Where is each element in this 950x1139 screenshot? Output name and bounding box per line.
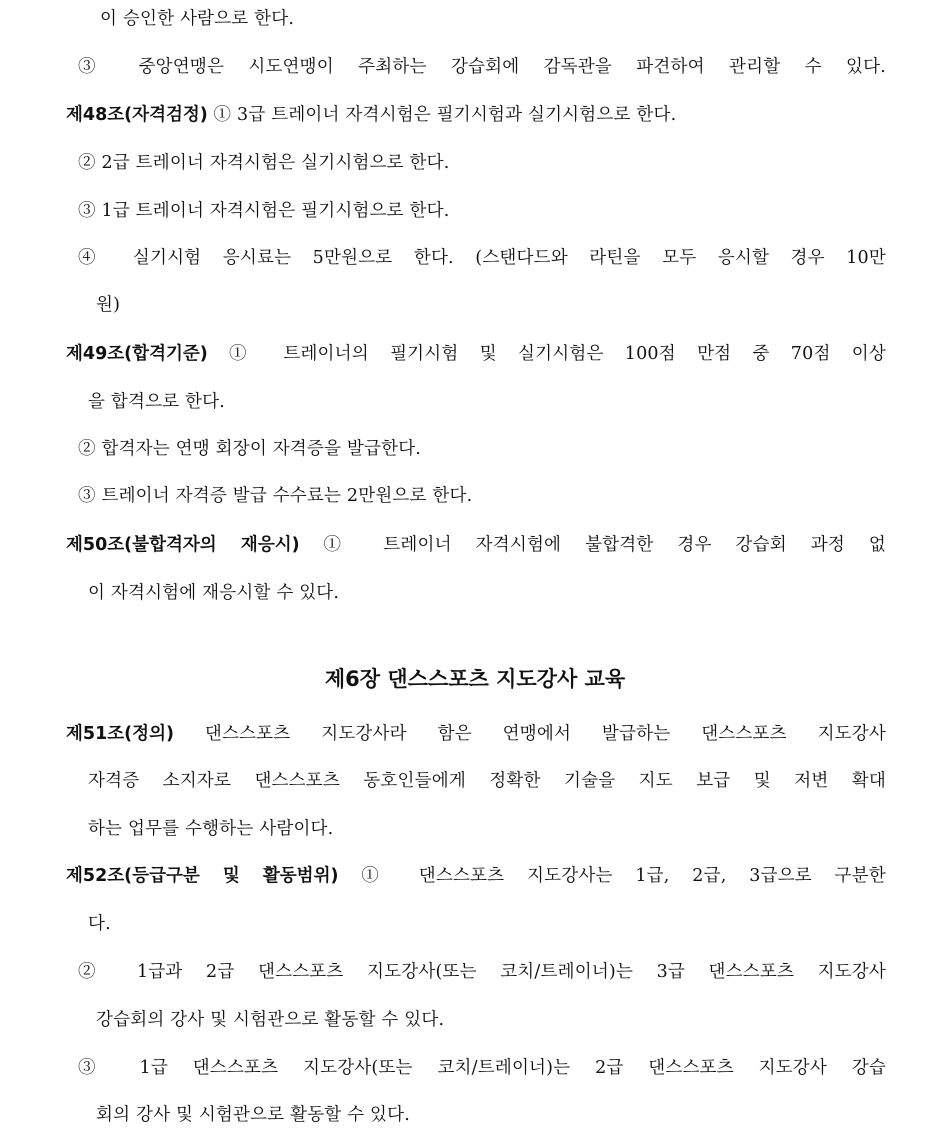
text-line: ④ 실기시험 응시료는 5만원으로 한다. (스탠다드와 라틴을 모두 응시할 경우 10만	[78, 248, 886, 268]
text-line: 회의 강사 및 시험관으로 활동할 수 있다.	[96, 1105, 411, 1125]
text-line: 이 승인한 사람으로 한다.	[100, 9, 295, 29]
article-text: 댄스스포츠 지도강사라 함은 연맹에서 발급하는 댄스스포츠 지도강사	[173, 724, 886, 744]
text-line: ③ 1급 트레이너 자격시험은 필기시험으로 한다.	[78, 201, 450, 221]
text-line: ③ 트레이너 자격증 발급 수수료는 2만원으로 한다.	[78, 486, 473, 506]
text-line: 강습회의 강사 및 시험관으로 활동할 수 있다.	[96, 1010, 445, 1030]
article-title: 제51조(정의)	[66, 724, 174, 744]
text-line: ③ 1급 댄스스포츠 지도강사(또는 코치/트레이너)는 2급 댄스스포츠 지도강사 강습	[78, 1058, 886, 1078]
text-line: 다.	[88, 914, 111, 934]
text-line: ② 2급 트레이너 자격시험은 실기시험으로 한다.	[78, 153, 450, 173]
article-text: ① 트레이너 자격시험에 불합격한 경우 강습회 과정 없	[299, 535, 886, 555]
article-title: 제48조(자격검정)	[66, 105, 208, 125]
text-line: 하는 업무를 수행하는 사람이다.	[88, 819, 334, 839]
article-text: ① 트레이너의 필기시험 및 실기시험은 100점 만점 중 70점 이상	[207, 344, 886, 364]
text-line: ② 합격자는 연맹 회장이 자격증을 발급한다.	[78, 439, 422, 459]
text-line: ③ 중앙연맹은 시도연맹이 주최하는 강습회에 감독관을 파견하여 관리할 수 있다.	[78, 57, 886, 77]
article-text: ① 3급 트레이너 자격시험은 필기시험과 실기시험으로 한다.	[207, 105, 677, 125]
text-line: ② 1급과 2급 댄스스포츠 지도강사(또는 코치/트레이너)는 3급 댄스스포츠 지도강사	[78, 962, 886, 982]
article-title: 제52조(등급구분 및 활동범위)	[66, 866, 339, 886]
text-line: 원)	[96, 295, 121, 315]
article-51	[66, 719, 886, 749]
article-49	[66, 339, 886, 369]
text-line: 이 자격시험에 재응시할 수 있다.	[88, 583, 340, 603]
article-50	[66, 530, 886, 560]
text-line: 을 합격으로 한다.	[88, 392, 226, 412]
article-text: ① 댄스스포츠 지도강사는 1급, 2급, 3급으로 구분한	[338, 866, 886, 886]
article-52	[66, 861, 886, 891]
chapter-heading: 제6장 댄스스포츠 지도강사 교육	[324, 667, 626, 691]
article-title: 제49조(합격기준)	[66, 344, 208, 364]
article-48	[66, 100, 886, 130]
article-title: 제50조(불합격자의 재응시)	[66, 535, 300, 555]
text-line: 자격증 소지자로 댄스스포츠 동호인들에게 정확한 기술을 지도 보급 및 저변 확대	[88, 771, 886, 791]
